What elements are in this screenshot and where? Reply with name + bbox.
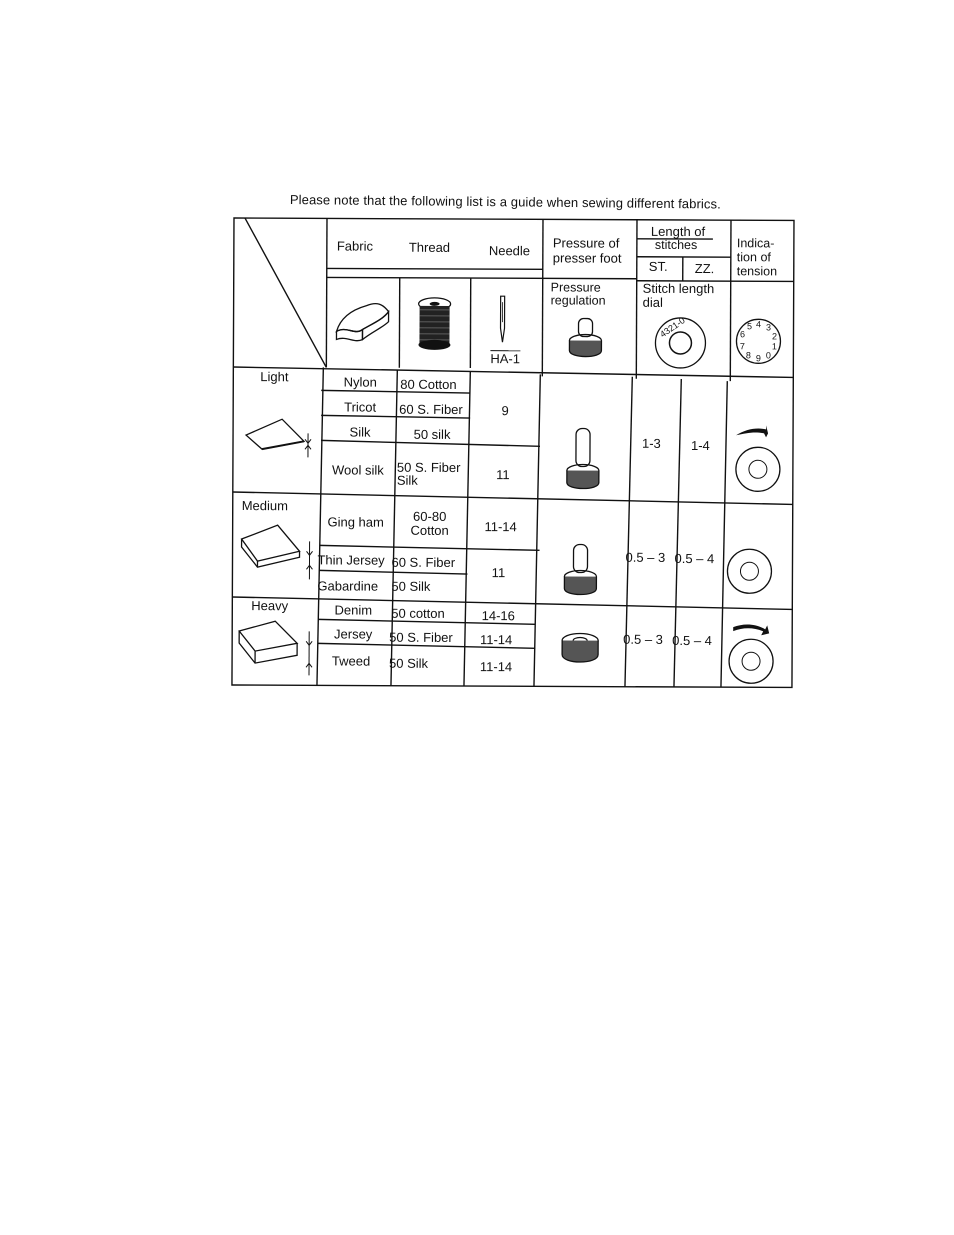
dial-digit: 6 — [739, 329, 746, 340]
fabric-gingham: Ging ham — [327, 514, 384, 530]
thread-thin-jersey: 60 S. Fiber — [391, 554, 456, 570]
header-pressure-1: Pressure of — [552, 235, 620, 251]
header-thread: Thread — [408, 239, 451, 255]
header-length-1: Length of — [650, 223, 706, 240]
tension-medium-icon — [723, 545, 775, 597]
needle-heavy-1: 14-16 — [481, 608, 515, 624]
thread-silk: 50 silk — [413, 426, 451, 442]
needle-light-2: 11 — [496, 467, 510, 483]
needle-icon — [494, 294, 510, 350]
stitch-length-dial-1: Stitch length — [642, 280, 715, 297]
dial-digit: 4 — [756, 319, 762, 330]
thread-wool-silk-1: 50 S. Fiber — [396, 459, 461, 475]
thread-gingham-1: 60-80 — [413, 508, 447, 524]
presser-foot-medium-icon — [561, 542, 601, 604]
fabric-wool-silk: Wool silk — [331, 462, 384, 478]
needle-heavy-3: 11-14 — [479, 659, 513, 675]
needle-type-label: HA-1 — [490, 351, 521, 367]
thread-wool-silk-2: Silk — [396, 472, 418, 488]
fabric-thin-jersey: Thin Jersey — [317, 552, 385, 568]
stitch-dial-icon — [652, 315, 708, 371]
dial-digit: 8 — [745, 350, 751, 361]
heavy-fabric-icon — [235, 617, 321, 679]
header-st: ST. — [648, 258, 668, 274]
st-heavy: 0.5 – 3 — [623, 631, 663, 647]
thread-nylon: 80 Cotton — [400, 376, 457, 392]
dial-digit: 9 — [755, 353, 761, 364]
tension-light-icon — [732, 421, 786, 497]
dial-digit: 0 — [765, 350, 771, 361]
group-label-light: Light — [260, 369, 289, 385]
fabric-gabardine: Gabardine — [317, 578, 379, 594]
dial-digit: 1 — [771, 341, 777, 352]
tension-dial-icon — [734, 317, 782, 365]
light-fabric-icon — [242, 413, 322, 459]
stitch-length-dial-2: dial — [642, 294, 663, 310]
fabric-jersey: Jersey — [333, 626, 373, 642]
pressure-regulation-1: Pressure — [550, 280, 601, 295]
header-indication-1: Indica- — [736, 236, 775, 251]
fabric-nylon: Nylon — [343, 374, 377, 390]
thread-gingham-2: Cotton — [410, 522, 449, 538]
fabric-silk: Silk — [349, 424, 371, 440]
fabric-tweed: Tweed — [331, 653, 371, 669]
fabric-guide-table — [231, 217, 795, 689]
header-needle: Needle — [488, 243, 531, 259]
dial-digit: 7 — [739, 341, 745, 352]
zz-light: 1-4 — [690, 438, 710, 454]
presser-foot-light-icon — [564, 426, 604, 496]
stitch-dial-scale: 4321-0 — [658, 315, 687, 340]
thread-jersey: 50 S. Fiber — [389, 629, 453, 645]
thread-tricot: 60 S. Fiber — [399, 401, 463, 418]
header-indication-3: tension — [736, 264, 778, 279]
header-fabric: Fabric — [336, 238, 374, 254]
dial-digit: 3 — [765, 322, 772, 333]
st-light: 1-3 — [641, 435, 661, 451]
header-pressure-2: presser foot — [552, 250, 622, 266]
needle-light-1: 9 — [501, 403, 509, 419]
thread-denim: 50 cotton — [391, 605, 445, 621]
tension-heavy-icon — [725, 619, 781, 687]
thread-tweed: 50 Silk — [389, 655, 429, 671]
thread-gabardine: 50 Silk — [391, 578, 431, 594]
dial-digit: 2 — [771, 331, 778, 342]
medium-fabric-icon — [237, 517, 321, 583]
thread-spool-icon — [414, 296, 454, 352]
st-medium: 0.5 – 3 — [625, 549, 666, 565]
header-zz: ZZ. — [694, 261, 715, 277]
presser-foot-heavy-icon — [559, 628, 601, 670]
needle-medium-2: 11 — [491, 565, 506, 581]
group-label-heavy: Heavy — [251, 598, 289, 614]
group-label-medium: Medium — [241, 498, 289, 514]
presser-knob-icon — [566, 316, 604, 360]
header-length-2: stitches — [654, 237, 698, 253]
needle-medium-1: 11-14 — [484, 519, 517, 535]
zz-heavy: 0.5 – 4 — [672, 632, 712, 649]
pressure-regulation-2: regulation — [550, 293, 606, 308]
header-indication-2: tion of — [736, 250, 771, 265]
needle-heavy-2: 11-14 — [479, 632, 513, 648]
fabric-tricot: Tricot — [344, 399, 377, 415]
zz-medium: 0.5 – 4 — [674, 550, 715, 567]
fabric-icon — [332, 295, 394, 345]
dial-digit: 5 — [746, 321, 753, 332]
intro-note: Please note that the following list is a guide when sewing different fabrics. — [289, 192, 721, 212]
fabric-denim: Denim — [334, 602, 373, 618]
